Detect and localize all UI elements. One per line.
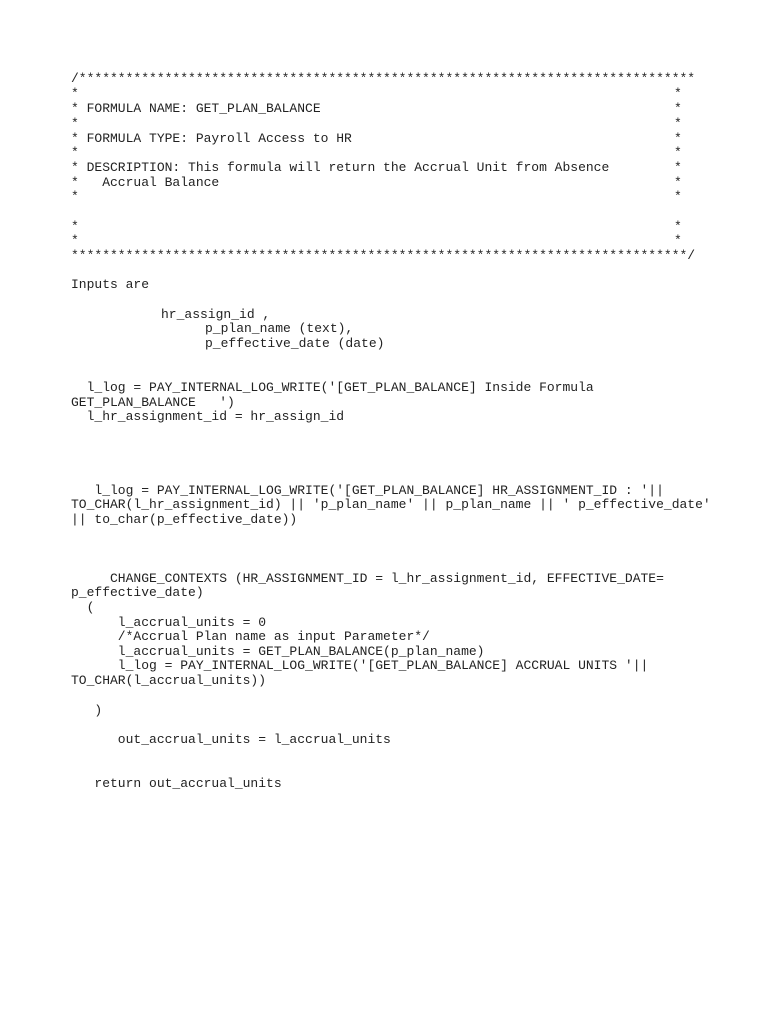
- code-change-contexts-cont: p_effective_date): [71, 585, 204, 600]
- header-right-star: *: [674, 219, 682, 234]
- header-row-star: *: [71, 145, 79, 160]
- inputs-heading: Inputs are: [71, 277, 150, 292]
- header-right-star: *: [674, 116, 682, 131]
- header-row-star: *: [71, 189, 79, 204]
- code-log-accrual-units: l_log = PAY_INTERNAL_LOG_WRITE('[GET_PLAN_BALANCE] ACCRUAL UNITS '||: [71, 658, 649, 673]
- code-assign-hr-assignment: l_hr_assignment_id = hr_assign_id: [71, 409, 345, 424]
- code-log-assignment-id: l_log = PAY_INTERNAL_LOG_WRITE('[GET_PLAN_BALANCE] HR_ASSIGNMENT_ID : '||: [71, 483, 664, 498]
- code-change-contexts: CHANGE_CONTEXTS (HR_ASSIGNMENT_ID = l_hr_assignment_id, EFFECTIVE_DATE=: [71, 571, 664, 586]
- code-log-accrual-units-cont: TO_CHAR(l_accrual_units)): [71, 673, 267, 688]
- code-log-inside-formula: l_log = PAY_INTERNAL_LOG_WRITE('[GET_PLAN_BALANCE] Inside Formula: [71, 380, 594, 395]
- code-return: return out_accrual_units: [71, 776, 282, 791]
- header-border-top: /*******************************************************************************: [71, 71, 696, 86]
- header-right-star: *: [674, 189, 682, 204]
- header-right-star: *: [674, 160, 682, 175]
- header-right-star: *: [674, 131, 682, 146]
- header-row-star: *: [71, 219, 79, 234]
- header-border-bottom: *******************************************************************************/: [71, 248, 696, 263]
- header-right-star: *: [674, 86, 682, 101]
- input-param-plan-name: p_plan_name (text),: [205, 321, 354, 336]
- header-right-star: *: [674, 145, 682, 160]
- code-accrual-get: l_accrual_units = GET_PLAN_BALANCE(p_plan_name): [71, 644, 485, 659]
- formula-name: * FORMULA NAME: GET_PLAN_BALANCE: [71, 101, 321, 116]
- header-row-star: *: [71, 233, 79, 248]
- code-log-assignment-id-end: || to_char(p_effective_date)): [71, 512, 298, 527]
- header-right-star: *: [674, 233, 682, 248]
- description-line-2: * Accrual Balance: [71, 175, 220, 190]
- formula-type: * FORMULA TYPE: Payroll Access to HR: [71, 131, 352, 146]
- input-param-effective-date: p_effective_date (date): [205, 336, 385, 351]
- header-row-star: *: [71, 86, 79, 101]
- header-right-star: *: [674, 101, 682, 116]
- code-log-inside-formula-cont: GET_PLAN_BALANCE '): [71, 395, 235, 410]
- description-line-1: * DESCRIPTION: This formula will return the Accrual Unit from Absence: [71, 160, 610, 175]
- code-out-assign: out_accrual_units = l_accrual_units: [71, 732, 391, 747]
- code-accrual-init: l_accrual_units = 0: [71, 615, 267, 630]
- header-row-star: *: [71, 116, 79, 131]
- code-log-assignment-id-cont: TO_CHAR(l_hr_assignment_id) || 'p_plan_name' || p_plan_name || ' p_effective_date': [71, 497, 711, 512]
- input-param-hr-assign-id: hr_assign_id ,: [161, 307, 271, 322]
- code-comment: /*Accrual Plan name as input Parameter*/: [71, 629, 430, 644]
- header-right-star: *: [674, 175, 682, 190]
- code-close-paren: ): [71, 703, 103, 718]
- code-open-paren: (: [71, 600, 95, 615]
